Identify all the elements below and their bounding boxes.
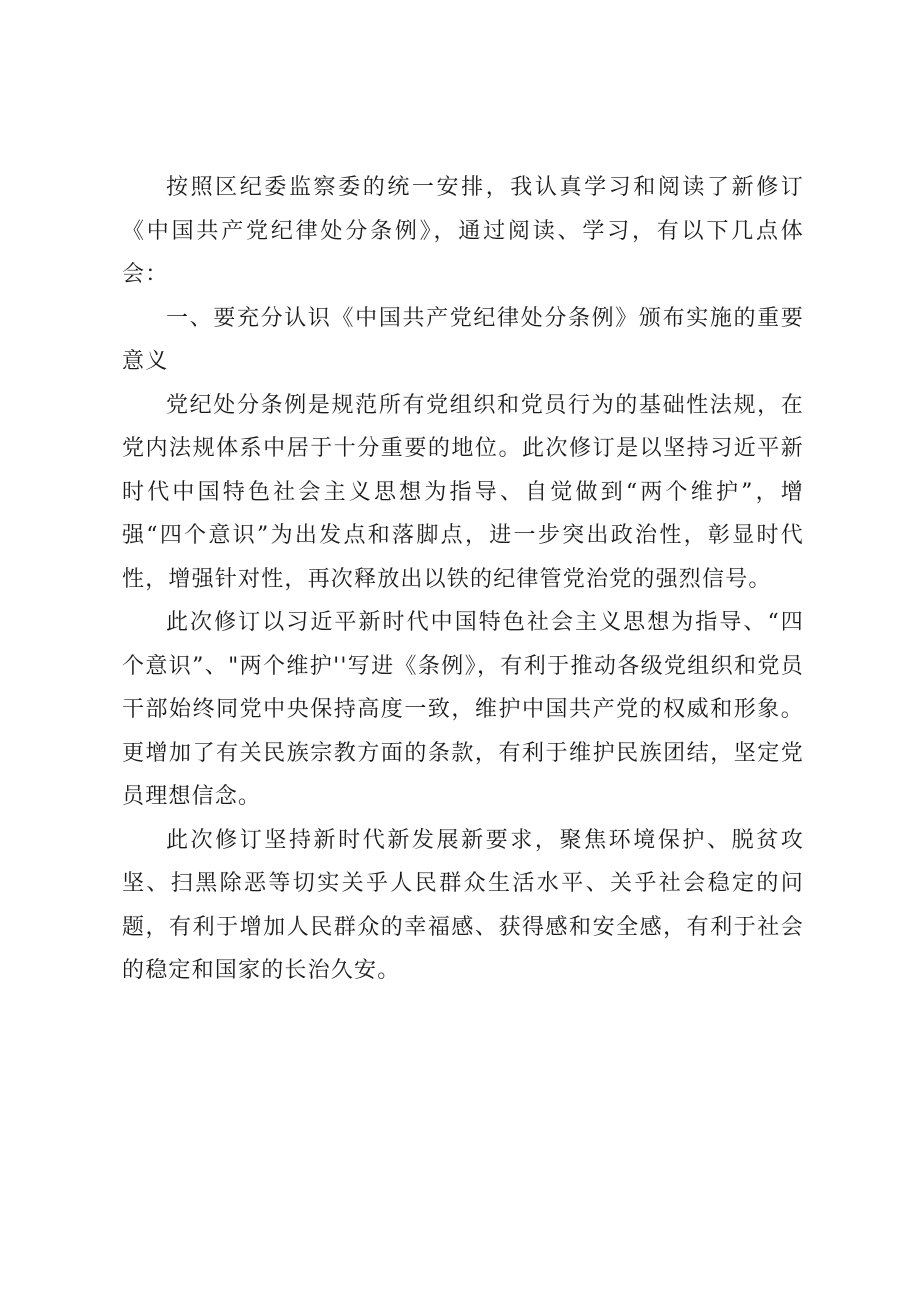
body-paragraph: 此次修订坚持新时代新发展新要求，聚焦环境保护、脱贫攻坚、扫黑除恶等切实关乎人民群众生活水平、关乎社会稳定的问题，有利于增加人民群众的幸福感、获得感和安全感，有利于社会的稳定和国家的长治久安。: [122, 827, 804, 983]
body-paragraph: 此次修订以习近平新时代中国特色社会主义思想为指导、“四个意识”、"两个维护''写进《条例》，有利于推动各级党组织和党员干部始终同党中央保持高度一致，维护中国共产党的权威和形象。更增加了有关民族宗教方面的条款，有利于维护民族团结，坚定党员理想信念。: [122, 610, 804, 809]
document-body: [122, 166, 804, 993]
section-heading: 一、要充分认识《中国共产党纪律处分条例》颁布实施的重要意义: [122, 305, 804, 374]
intro-paragraph: 按照区纪委监察委的统一安排，我认真学习和阅读了新修订《中国共产党纪律处分条例》，通过阅读、学习，有以下几点体会：: [122, 175, 804, 287]
body-paragraph: 党纪处分条例是规范所有党组织和党员行为的基础性法规，在党内法规体系中居于十分重要的地位。此次修订是以坚持习近平新时代中国特色社会主义思想为指导、自觉做到“两个维护”，增强“四个意识”为出发点和落脚点，进一步突出政治性，彰显时代性，增强针对性，再次释放出以铁的纪律管党治党的强烈信号。: [122, 392, 804, 592]
